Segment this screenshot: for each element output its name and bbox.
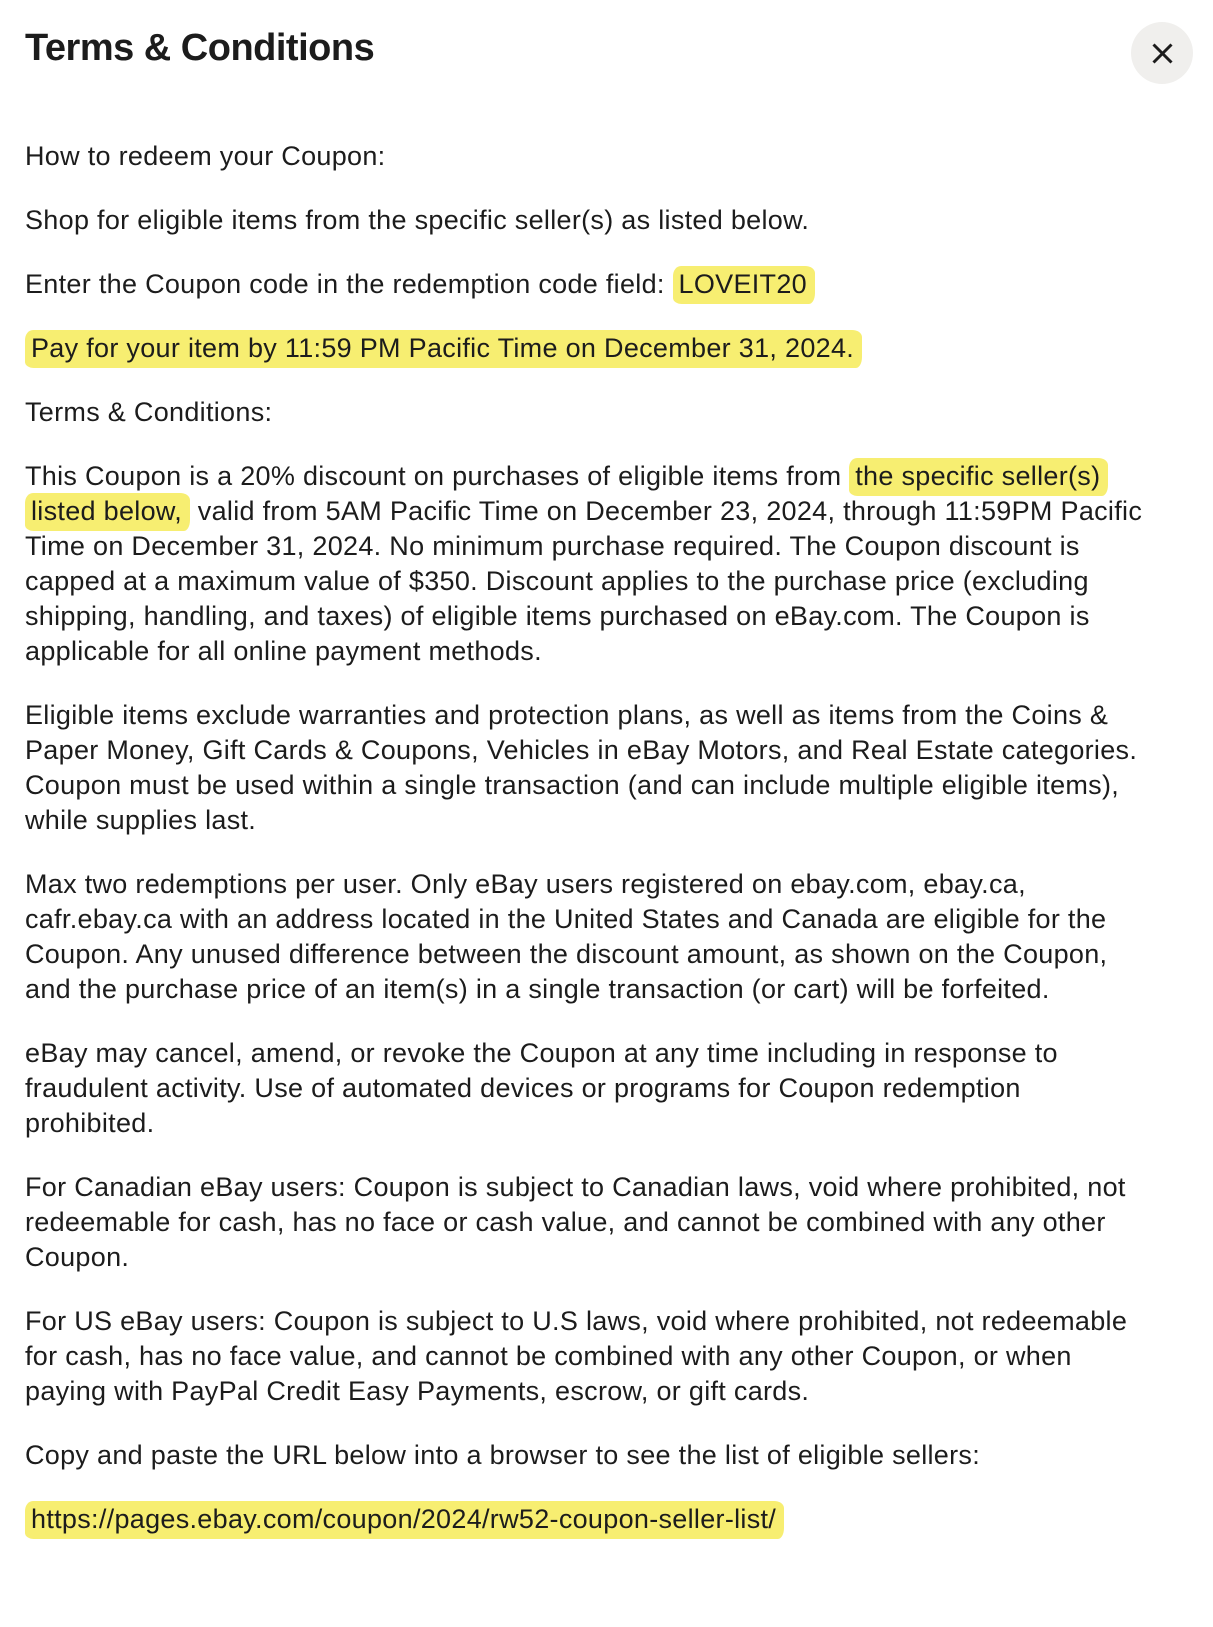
text-segment: Max two redemptions per user. Only eBay users registered on ebay.com, ebay.ca, cafr.ebay.ca with an address located in the United States and Canada are eligible for the Coupon. Any unused difference between the discount amount, as shown on the Coupon, and the purchase price of an item(s) in a single transaction (or cart) will be forfeited. — [25, 869, 1108, 1004]
close-icon — [1149, 40, 1176, 67]
para-seller-list-url — [25, 1502, 1143, 1537]
para-eligible-exclusions — [25, 698, 1143, 838]
page-title: Terms & Conditions — [25, 27, 375, 69]
para-shop-eligible — [25, 203, 1143, 238]
para-how-to-redeem — [25, 139, 1143, 174]
para-terms-heading — [25, 395, 1143, 430]
text-segment: Copy and paste the URL below into a browser to see the list of eligible sellers: — [25, 1440, 980, 1470]
seller-list-url: https://pages.ebay.com/coupon/2024/rw52-coupon-seller-list/ — [25, 1501, 784, 1539]
text-segment: eBay may cancel, amend, or revoke the Coupon at any time including in response to fraudulent activity. Use of automated devices or programs for Coupon redemption prohibited. — [25, 1038, 1058, 1138]
terms-content — [0, 139, 1213, 1626]
text-segment: Enter the Coupon code in the redemption code field: — [25, 269, 673, 299]
para-us-users — [25, 1304, 1143, 1409]
close-button[interactable] — [1131, 22, 1193, 84]
para-enter-code — [25, 267, 1143, 302]
pay-deadline: Pay for your item by 11:59 PM Pacific Time on December 31, 2024. — [25, 330, 862, 368]
specific-sellers: the specific seller(s) listed below, — [25, 458, 1108, 531]
text-segment: For Canadian eBay users: Coupon is subject to Canadian laws, void where prohibited, not redeemable for cash, has no face or cash value, and cannot be combined with any other Coupon. — [25, 1172, 1126, 1272]
para-copy-url — [25, 1438, 1143, 1473]
para-cancel-rights — [25, 1036, 1143, 1141]
para-max-redemptions — [25, 867, 1143, 1007]
text-segment: Eligible items exclude warranties and protection plans, as well as items from the Coins & Paper Money, Gift Cards & Coupons, Vehicles in eBay Motors, and Real Estate categories. Coupon must be used within a single transaction (and can include multiple eligible items), while supplies last. — [25, 700, 1138, 835]
modal-header — [0, 0, 1213, 84]
para-canadian-users — [25, 1170, 1143, 1275]
text-segment: How to redeem your Coupon: — [25, 141, 386, 171]
coupon-code: LOVEIT20 — [673, 266, 815, 304]
text-segment: This Coupon is a 20% discount on purchases of eligible items from — [25, 461, 850, 491]
text-segment: Terms & Conditions: — [25, 397, 273, 427]
text-segment: Shop for eligible items from the specific seller(s) as listed below. — [25, 205, 810, 235]
para-pay-deadline — [25, 331, 1143, 366]
text-segment: For US eBay users: Coupon is subject to U.S laws, void where prohibited, not redeemable for cash, has no face value, and cannot be combined with any other Coupon, or when paying with PayPal Credit Easy Payments, escrow, or gift cards. — [25, 1306, 1128, 1406]
text-segment: valid from 5AM Pacific Time on December 23, 2024, through 11:59PM Pacific Time on December 31, 2024. No minimum purchase required. The Coupon discount is capped at a maximum value of $350. Discount applies to the purchase price (excluding shipping, handling, and taxes) of eligible items purchased on eBay.com. The Coupon is applicable for all online payment methods. — [25, 496, 1143, 666]
para-discount-details — [25, 459, 1143, 669]
